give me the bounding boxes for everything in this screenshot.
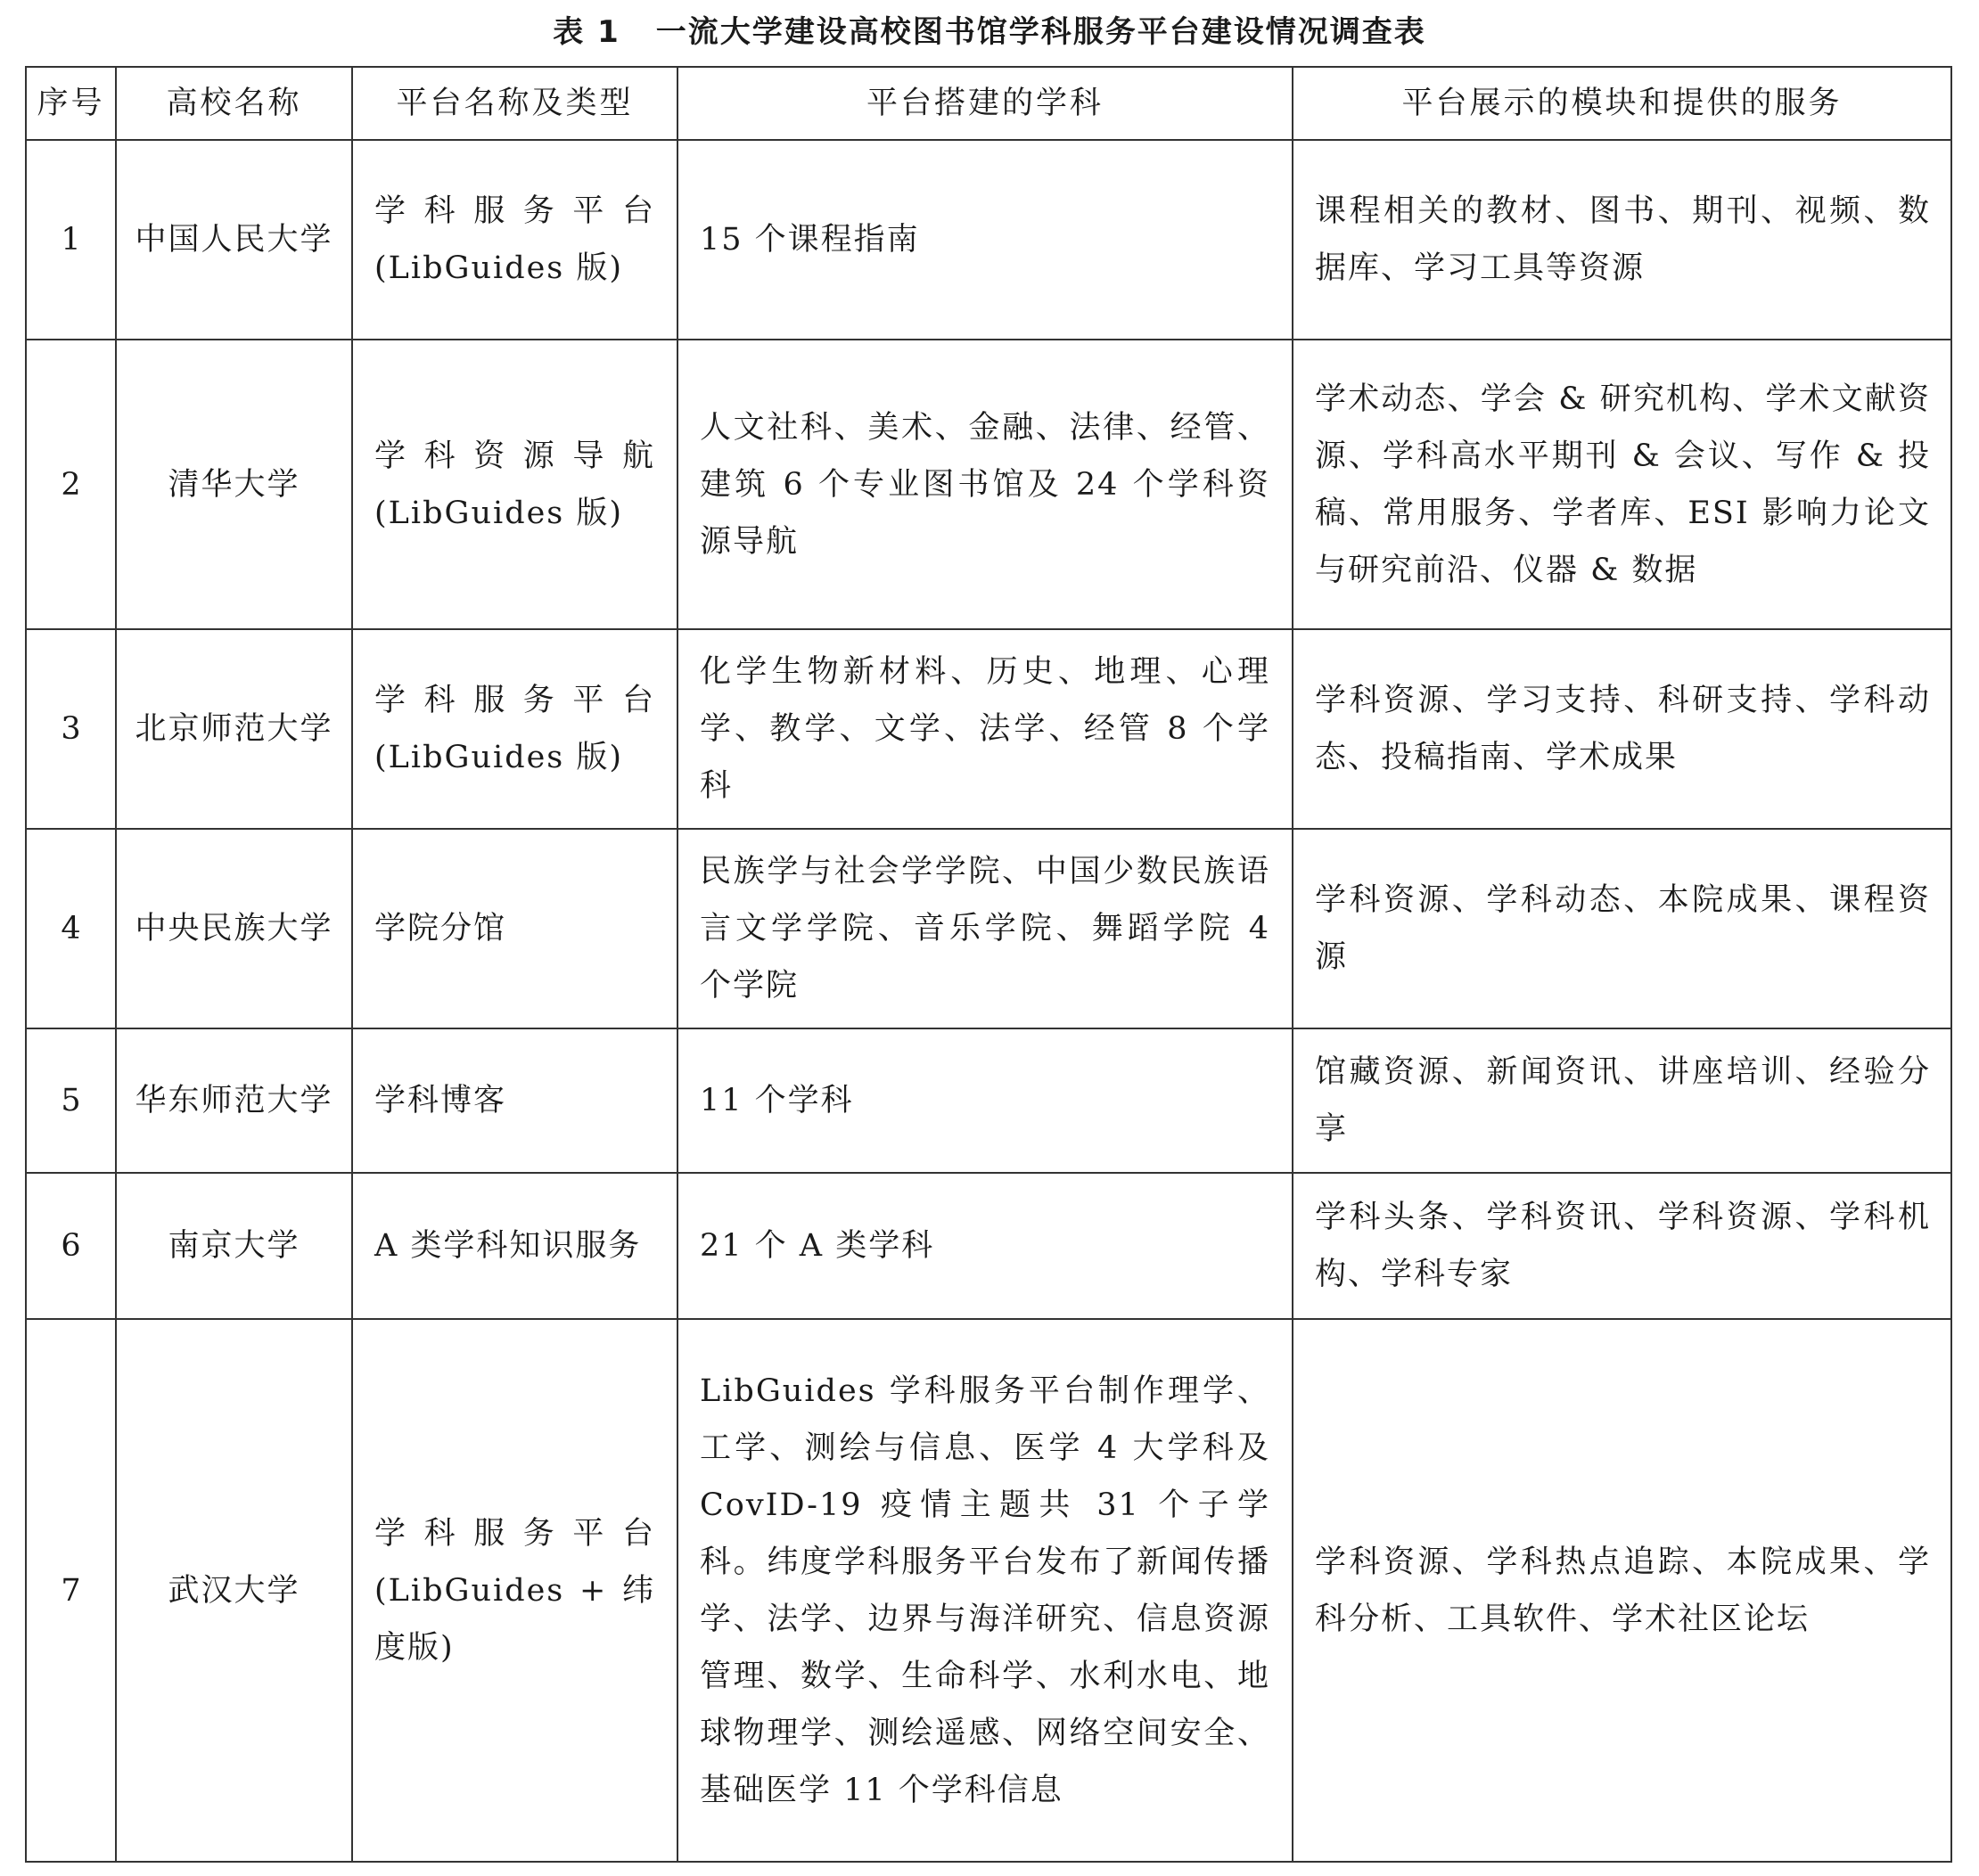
- table-row: [26, 829, 1951, 1028]
- cell-subjects: LibGuides 学科服务平台制作理学、工学、测绘与信息、医学 4 大学科及 CovID-19 疫情主题共 31 个子学科。纬度学科服务平台发布了新闻传播学、法学、边界与海洋研究、信息资源管理、数学、生命科学、水利水电、地球物理学、测绘遥感、网络空间安全、基础医学 11 个学科信息: [677, 1319, 1293, 1862]
- header-services: 平台展示的模块和提供的服务: [1293, 67, 1951, 140]
- header-no: 序号: [26, 67, 116, 140]
- cell-subjects: 民族学与社会学学院、中国少数民族语言文学学院、音乐学院、舞蹈学院 4 个学院: [677, 829, 1293, 1028]
- table-number: 表 1: [553, 14, 620, 50]
- cell-services: 学科资源、学习支持、科研支持、学科动态、投稿指南、学术成果: [1293, 629, 1951, 829]
- cell-services: 学术动态、学会 & 研究机构、学术文献资源、学科高水平期刊 & 会议、写作 & 投稿、常用服务、学者库、ESI 影响力论文与研究前沿、仪器 & 数据: [1293, 340, 1951, 629]
- header-row: [26, 67, 1951, 140]
- cell-no: 3: [26, 629, 116, 829]
- cell-platform: 学院分馆: [352, 829, 677, 1028]
- cell-platform: 学科服务平台(LibGuides 版): [352, 140, 677, 340]
- table-row: [26, 340, 1951, 629]
- cell-services: 学科资源、学科热点追踪、本院成果、学科分析、工具软件、学术社区论坛: [1293, 1319, 1951, 1862]
- table-row: [26, 1319, 1951, 1862]
- cell-university: 清华大学: [116, 340, 352, 629]
- cell-no: 7: [26, 1319, 116, 1862]
- header-subjects: 平台搭建的学科: [677, 67, 1293, 140]
- cell-no: 2: [26, 340, 116, 629]
- cell-subjects: 15 个课程指南: [677, 140, 1293, 340]
- cell-no: 4: [26, 829, 116, 1028]
- cell-services: 馆藏资源、新闻资讯、讲座培训、经验分享: [1293, 1028, 1951, 1173]
- table-row: [26, 140, 1951, 340]
- cell-subjects: 11 个学科: [677, 1028, 1293, 1173]
- cell-services: 学科资源、学科动态、本院成果、课程资源: [1293, 829, 1951, 1028]
- cell-services: 学科头条、学科资讯、学科资源、学科机构、学科专家: [1293, 1173, 1951, 1319]
- table-row: [26, 1173, 1951, 1319]
- cell-subjects: 化学生物新材料、历史、地理、心理学、教学、文学、法学、经管 8 个学科: [677, 629, 1293, 829]
- cell-platform: 学科博客: [352, 1028, 677, 1173]
- cell-platform: 学科服务平台(LibGuides + 纬度版): [352, 1319, 677, 1862]
- table-row: [26, 629, 1951, 829]
- cell-university: 华东师范大学: [116, 1028, 352, 1173]
- cell-platform: A 类学科知识服务: [352, 1173, 677, 1319]
- table-title: 一流大学建设高校图书馆学科服务平台建设情况调查表: [655, 14, 1426, 50]
- cell-no: 5: [26, 1028, 116, 1173]
- table-caption: [0, 7, 1979, 51]
- table-row: [26, 1028, 1951, 1173]
- cell-platform: 学科资源导航(LibGuides 版): [352, 340, 677, 629]
- cell-services: 课程相关的教材、图书、期刊、视频、数据库、学习工具等资源: [1293, 140, 1951, 340]
- header-platform: 平台名称及类型: [352, 67, 677, 140]
- cell-university: 南京大学: [116, 1173, 352, 1319]
- cell-university: 中央民族大学: [116, 829, 352, 1028]
- cell-university: 北京师范大学: [116, 629, 352, 829]
- cell-university: 武汉大学: [116, 1319, 352, 1862]
- cell-no: 1: [26, 140, 116, 340]
- cell-no: 6: [26, 1173, 116, 1319]
- cell-platform: 学科服务平台(LibGuides 版): [352, 629, 677, 829]
- cell-subjects: 21 个 A 类学科: [677, 1173, 1293, 1319]
- survey-table: [25, 66, 1952, 1863]
- cell-university: 中国人民大学: [116, 140, 352, 340]
- cell-subjects: 人文社科、美术、金融、法律、经管、建筑 6 个专业图书馆及 24 个学科资源导航: [677, 340, 1293, 629]
- header-university: 高校名称: [116, 67, 352, 140]
